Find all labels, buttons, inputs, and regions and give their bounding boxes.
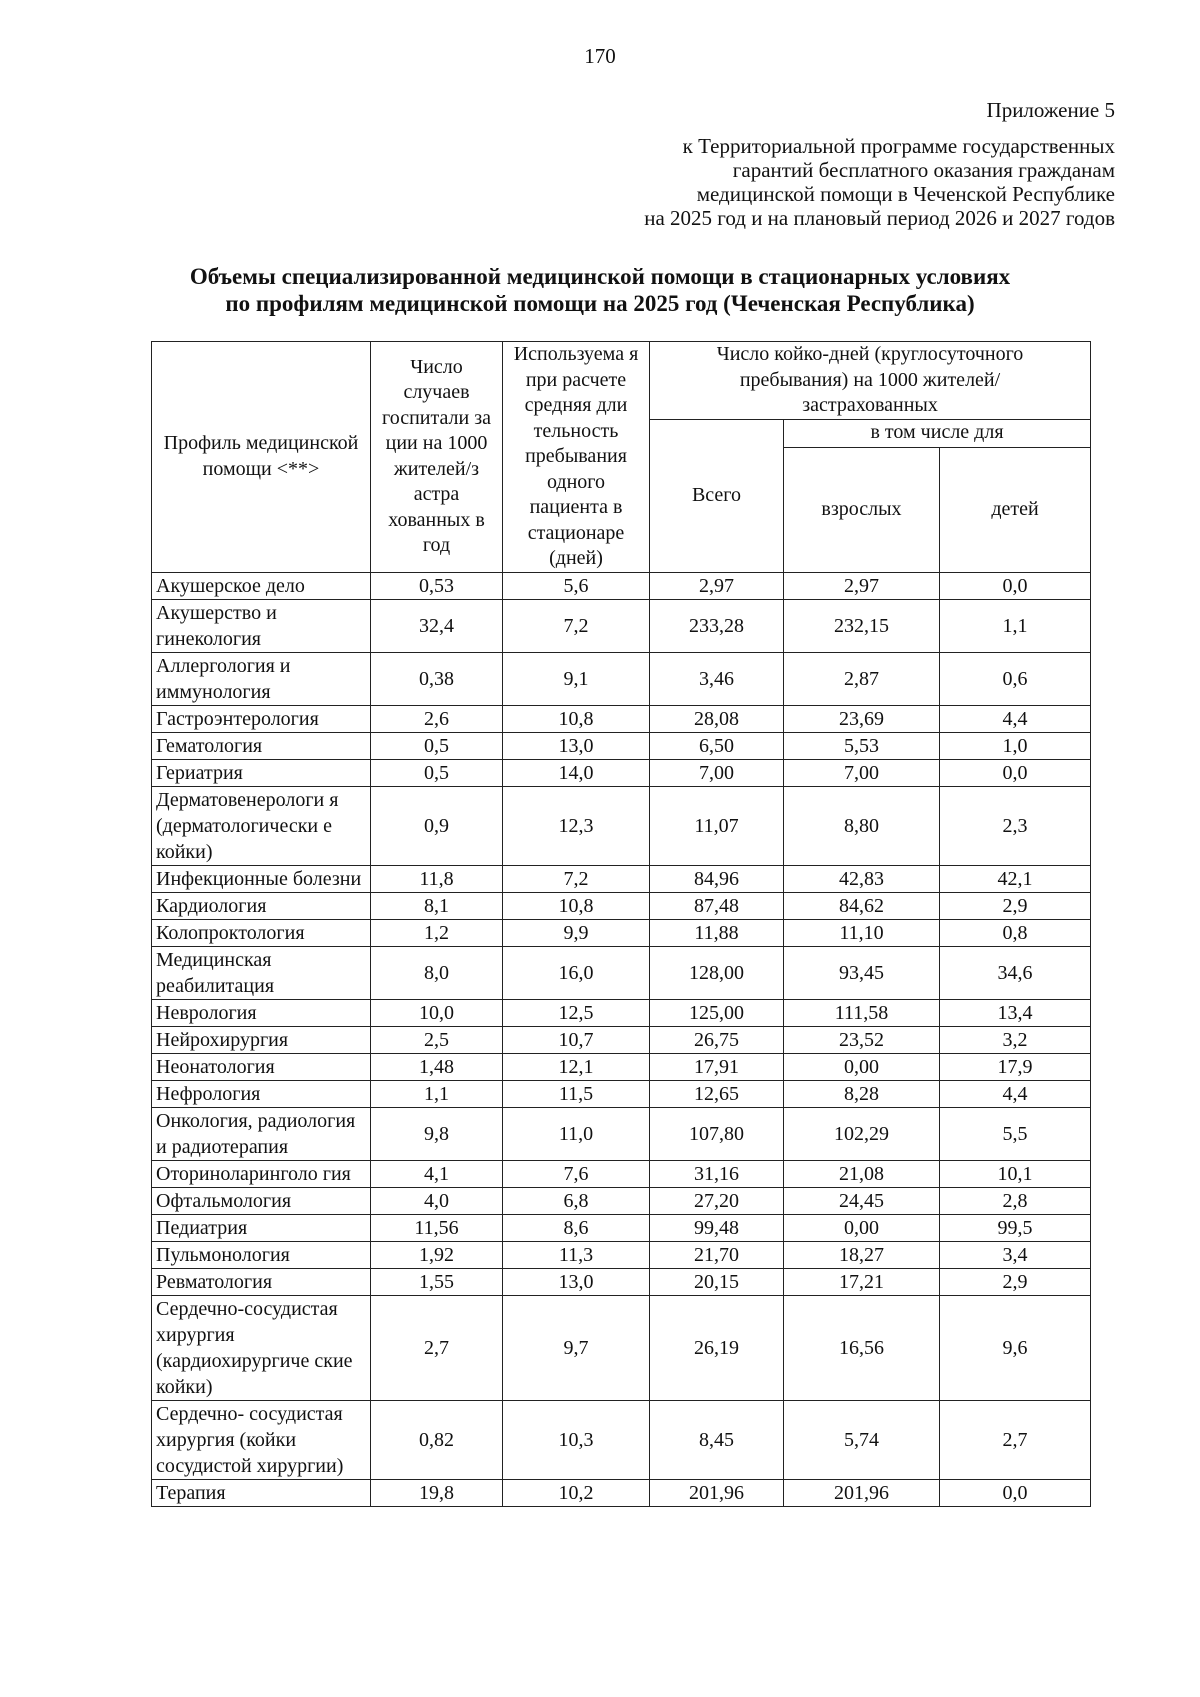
row-adults: 16,56 bbox=[784, 1295, 940, 1400]
row-cases: 0,53 bbox=[371, 572, 503, 599]
table-row bbox=[152, 786, 1091, 865]
row-avg-stay: 7,6 bbox=[503, 1160, 650, 1187]
row-adults: 8,28 bbox=[784, 1080, 940, 1107]
row-profile: Нейрохирургия bbox=[152, 1026, 371, 1053]
row-total: 107,80 bbox=[650, 1107, 784, 1160]
row-total: 8,45 bbox=[650, 1400, 784, 1479]
row-adults: 232,15 bbox=[784, 599, 940, 652]
row-total: 84,96 bbox=[650, 865, 784, 892]
table-row bbox=[152, 865, 1091, 892]
row-avg-stay: 11,3 bbox=[503, 1241, 650, 1268]
table-body bbox=[152, 572, 1091, 1506]
page-number: 170 bbox=[584, 44, 616, 68]
row-adults: 21,08 bbox=[784, 1160, 940, 1187]
row-avg-stay: 10,8 bbox=[503, 892, 650, 919]
row-cases: 4,0 bbox=[371, 1187, 503, 1214]
row-cases: 2,7 bbox=[371, 1295, 503, 1400]
row-children: 17,9 bbox=[940, 1053, 1091, 1080]
table-row bbox=[152, 705, 1091, 732]
row-profile: Педиатрия bbox=[152, 1214, 371, 1241]
row-cases: 8,0 bbox=[371, 946, 503, 999]
row-children: 13,4 bbox=[940, 999, 1091, 1026]
row-cases: 1,55 bbox=[371, 1268, 503, 1295]
title-line: по профилям медицинской помощи на 2025 год (Чеченская Республика) bbox=[225, 291, 975, 316]
row-adults: 42,83 bbox=[784, 865, 940, 892]
row-children: 0,8 bbox=[940, 919, 1091, 946]
row-cases: 0,5 bbox=[371, 759, 503, 786]
row-children: 9,6 bbox=[940, 1295, 1091, 1400]
row-profile: Неврология bbox=[152, 999, 371, 1026]
row-children: 2,9 bbox=[940, 892, 1091, 919]
row-total: 6,50 bbox=[650, 732, 784, 759]
row-avg-stay: 12,5 bbox=[503, 999, 650, 1026]
volumes-table bbox=[151, 341, 1091, 1507]
document-title bbox=[0, 263, 1200, 317]
row-children: 0,0 bbox=[940, 1479, 1091, 1506]
header-bed-days: Число койко-дней (круглосуточного пребывания) на 1000 жителей/застрахованных bbox=[650, 342, 1091, 420]
header-including: в том числе для bbox=[784, 419, 1091, 447]
row-profile: Нефрология bbox=[152, 1080, 371, 1107]
row-children: 3,4 bbox=[940, 1241, 1091, 1268]
row-adults: 23,52 bbox=[784, 1026, 940, 1053]
row-profile: Дерматовенерологи я (дерматологически е койки) bbox=[152, 786, 371, 865]
row-avg-stay: 8,6 bbox=[503, 1214, 650, 1241]
row-adults: 11,10 bbox=[784, 919, 940, 946]
row-adults: 0,00 bbox=[784, 1053, 940, 1080]
title-line: Объемы специализированной медицинской помощи в стационарных условиях bbox=[189, 264, 1011, 289]
row-profile: Гастроэнтерология bbox=[152, 705, 371, 732]
row-children: 42,1 bbox=[940, 865, 1091, 892]
table-row bbox=[152, 652, 1091, 705]
row-children: 2,3 bbox=[940, 786, 1091, 865]
row-avg-stay: 9,1 bbox=[503, 652, 650, 705]
table-row bbox=[152, 919, 1091, 946]
row-profile: Ревматология bbox=[152, 1268, 371, 1295]
row-avg-stay: 12,1 bbox=[503, 1053, 650, 1080]
row-children: 2,8 bbox=[940, 1187, 1091, 1214]
row-children: 1,0 bbox=[940, 732, 1091, 759]
row-avg-stay: 11,5 bbox=[503, 1080, 650, 1107]
row-cases: 8,1 bbox=[371, 892, 503, 919]
appendix-subtitle bbox=[644, 134, 1115, 230]
row-adults: 2,97 bbox=[784, 572, 940, 599]
row-children: 2,7 bbox=[940, 1400, 1091, 1479]
subtitle-line: на 2025 год и на плановый период 2026 и 2027 годов bbox=[644, 206, 1115, 230]
row-profile: Колопроктология bbox=[152, 919, 371, 946]
row-total: 17,91 bbox=[650, 1053, 784, 1080]
table-row bbox=[152, 892, 1091, 919]
row-cases: 1,48 bbox=[371, 1053, 503, 1080]
table-row bbox=[152, 759, 1091, 786]
row-total: 11,88 bbox=[650, 919, 784, 946]
row-avg-stay: 10,7 bbox=[503, 1026, 650, 1053]
table-row bbox=[152, 999, 1091, 1026]
row-profile: Неонатология bbox=[152, 1053, 371, 1080]
row-profile: Медицинская реабилитация bbox=[152, 946, 371, 999]
row-avg-stay: 9,9 bbox=[503, 919, 650, 946]
row-adults: 17,21 bbox=[784, 1268, 940, 1295]
row-adults: 84,62 bbox=[784, 892, 940, 919]
row-total: 26,19 bbox=[650, 1295, 784, 1400]
row-cases: 0,38 bbox=[371, 652, 503, 705]
subtitle-line: к Территориальной программе государственных bbox=[682, 134, 1115, 158]
row-total: 11,07 bbox=[650, 786, 784, 865]
row-cases: 19,8 bbox=[371, 1479, 503, 1506]
row-adults: 201,96 bbox=[784, 1479, 940, 1506]
table-row bbox=[152, 1268, 1091, 1295]
row-total: 99,48 bbox=[650, 1214, 784, 1241]
row-adults: 18,27 bbox=[784, 1241, 940, 1268]
row-adults: 2,87 bbox=[784, 652, 940, 705]
row-avg-stay: 10,2 bbox=[503, 1479, 650, 1506]
table-row bbox=[152, 1214, 1091, 1241]
row-adults: 0,00 bbox=[784, 1214, 940, 1241]
subtitle-line: медицинской помощи в Чеченской Республике bbox=[696, 182, 1115, 206]
row-adults: 111,58 bbox=[784, 999, 940, 1026]
row-adults: 23,69 bbox=[784, 705, 940, 732]
row-adults: 7,00 bbox=[784, 759, 940, 786]
row-profile: Сердечно-сосудистая хирургия (кардиохирургиче ские койки) bbox=[152, 1295, 371, 1400]
row-profile: Гериатрия bbox=[152, 759, 371, 786]
row-total: 12,65 bbox=[650, 1080, 784, 1107]
row-avg-stay: 9,7 bbox=[503, 1295, 650, 1400]
row-children: 10,1 bbox=[940, 1160, 1091, 1187]
row-profile: Акушерское дело bbox=[152, 572, 371, 599]
row-profile: Кардиология bbox=[152, 892, 371, 919]
row-children: 1,1 bbox=[940, 599, 1091, 652]
row-children: 4,4 bbox=[940, 1080, 1091, 1107]
subtitle-line: гарантий бесплатного оказания гражданам bbox=[732, 158, 1115, 182]
row-cases: 1,1 bbox=[371, 1080, 503, 1107]
row-total: 3,46 bbox=[650, 652, 784, 705]
row-cases: 2,6 bbox=[371, 705, 503, 732]
row-profile: Офтальмология bbox=[152, 1187, 371, 1214]
table-row bbox=[152, 1479, 1091, 1506]
row-avg-stay: 7,2 bbox=[503, 865, 650, 892]
row-cases: 9,8 bbox=[371, 1107, 503, 1160]
row-cases: 1,92 bbox=[371, 1241, 503, 1268]
row-total: 87,48 bbox=[650, 892, 784, 919]
table-row bbox=[152, 1107, 1091, 1160]
row-avg-stay: 13,0 bbox=[503, 732, 650, 759]
row-total: 27,20 bbox=[650, 1187, 784, 1214]
table-row bbox=[152, 1160, 1091, 1187]
row-total: 128,00 bbox=[650, 946, 784, 999]
row-avg-stay: 16,0 bbox=[503, 946, 650, 999]
row-cases: 2,5 bbox=[371, 1026, 503, 1053]
row-profile: Онкология, радиология и радиотерапия bbox=[152, 1107, 371, 1160]
table-row bbox=[152, 1400, 1091, 1479]
row-cases: 4,1 bbox=[371, 1160, 503, 1187]
row-cases: 11,56 bbox=[371, 1214, 503, 1241]
row-avg-stay: 6,8 bbox=[503, 1187, 650, 1214]
row-children: 2,9 bbox=[940, 1268, 1091, 1295]
row-children: 0,6 bbox=[940, 652, 1091, 705]
row-children: 99,5 bbox=[940, 1214, 1091, 1241]
row-children: 4,4 bbox=[940, 705, 1091, 732]
row-cases: 11,8 bbox=[371, 865, 503, 892]
row-adults: 5,53 bbox=[784, 732, 940, 759]
row-children: 34,6 bbox=[940, 946, 1091, 999]
row-total: 31,16 bbox=[650, 1160, 784, 1187]
row-adults: 24,45 bbox=[784, 1187, 940, 1214]
row-adults: 8,80 bbox=[784, 786, 940, 865]
row-avg-stay: 11,0 bbox=[503, 1107, 650, 1160]
row-total: 2,97 bbox=[650, 572, 784, 599]
table-row bbox=[152, 1187, 1091, 1214]
row-cases: 1,2 bbox=[371, 919, 503, 946]
table-row bbox=[152, 946, 1091, 999]
row-total: 26,75 bbox=[650, 1026, 784, 1053]
row-adults: 102,29 bbox=[784, 1107, 940, 1160]
table-row bbox=[152, 599, 1091, 652]
row-avg-stay: 10,3 bbox=[503, 1400, 650, 1479]
table-row bbox=[152, 1053, 1091, 1080]
row-total: 125,00 bbox=[650, 999, 784, 1026]
table-row bbox=[152, 572, 1091, 599]
row-adults: 93,45 bbox=[784, 946, 940, 999]
appendix-label: Приложение 5 bbox=[986, 98, 1115, 122]
row-total: 20,15 bbox=[650, 1268, 784, 1295]
row-children: 5,5 bbox=[940, 1107, 1091, 1160]
row-cases: 32,4 bbox=[371, 599, 503, 652]
table-row bbox=[152, 1026, 1091, 1053]
row-avg-stay: 14,0 bbox=[503, 759, 650, 786]
row-profile: Инфекционные болезни bbox=[152, 865, 371, 892]
row-avg-stay: 7,2 bbox=[503, 599, 650, 652]
row-total: 233,28 bbox=[650, 599, 784, 652]
row-avg-stay: 12,3 bbox=[503, 786, 650, 865]
row-children: 0,0 bbox=[940, 572, 1091, 599]
row-avg-stay: 5,6 bbox=[503, 572, 650, 599]
row-avg-stay: 10,8 bbox=[503, 705, 650, 732]
row-profile: Оториноларинголо гия bbox=[152, 1160, 371, 1187]
row-profile: Аллергология и иммунология bbox=[152, 652, 371, 705]
table-row bbox=[152, 1241, 1091, 1268]
row-cases: 0,9 bbox=[371, 786, 503, 865]
header-adults: взрослых bbox=[784, 447, 940, 572]
row-cases: 0,82 bbox=[371, 1400, 503, 1479]
header-children: детей bbox=[940, 447, 1091, 572]
row-total: 7,00 bbox=[650, 759, 784, 786]
row-profile: Акушерство и гинекология bbox=[152, 599, 371, 652]
table-row bbox=[152, 732, 1091, 759]
table-row bbox=[152, 1295, 1091, 1400]
table-row bbox=[152, 1080, 1091, 1107]
row-children: 0,0 bbox=[940, 759, 1091, 786]
header-cases: Число случаев госпитали за ции на 1000 жителей/з астра хованных в год bbox=[371, 342, 503, 573]
row-total: 201,96 bbox=[650, 1479, 784, 1506]
row-profile: Гематология bbox=[152, 732, 371, 759]
row-total: 21,70 bbox=[650, 1241, 784, 1268]
row-children: 3,2 bbox=[940, 1026, 1091, 1053]
header-avg-stay: Используема я при расчете средняя дли тельность пребывания одного пациента в стационаре (дней) bbox=[503, 342, 650, 573]
row-adults: 5,74 bbox=[784, 1400, 940, 1479]
row-profile: Сердечно- сосудистая хирургия (койки сосудистой хирургии) bbox=[152, 1400, 371, 1479]
row-profile: Пульмонология bbox=[152, 1241, 371, 1268]
row-avg-stay: 13,0 bbox=[503, 1268, 650, 1295]
header-profile: Профиль медицинской помощи <**> bbox=[152, 342, 371, 573]
row-profile: Терапия bbox=[152, 1479, 371, 1506]
row-cases: 0,5 bbox=[371, 732, 503, 759]
header-total: Всего bbox=[650, 419, 784, 572]
row-total: 28,08 bbox=[650, 705, 784, 732]
row-cases: 10,0 bbox=[371, 999, 503, 1026]
